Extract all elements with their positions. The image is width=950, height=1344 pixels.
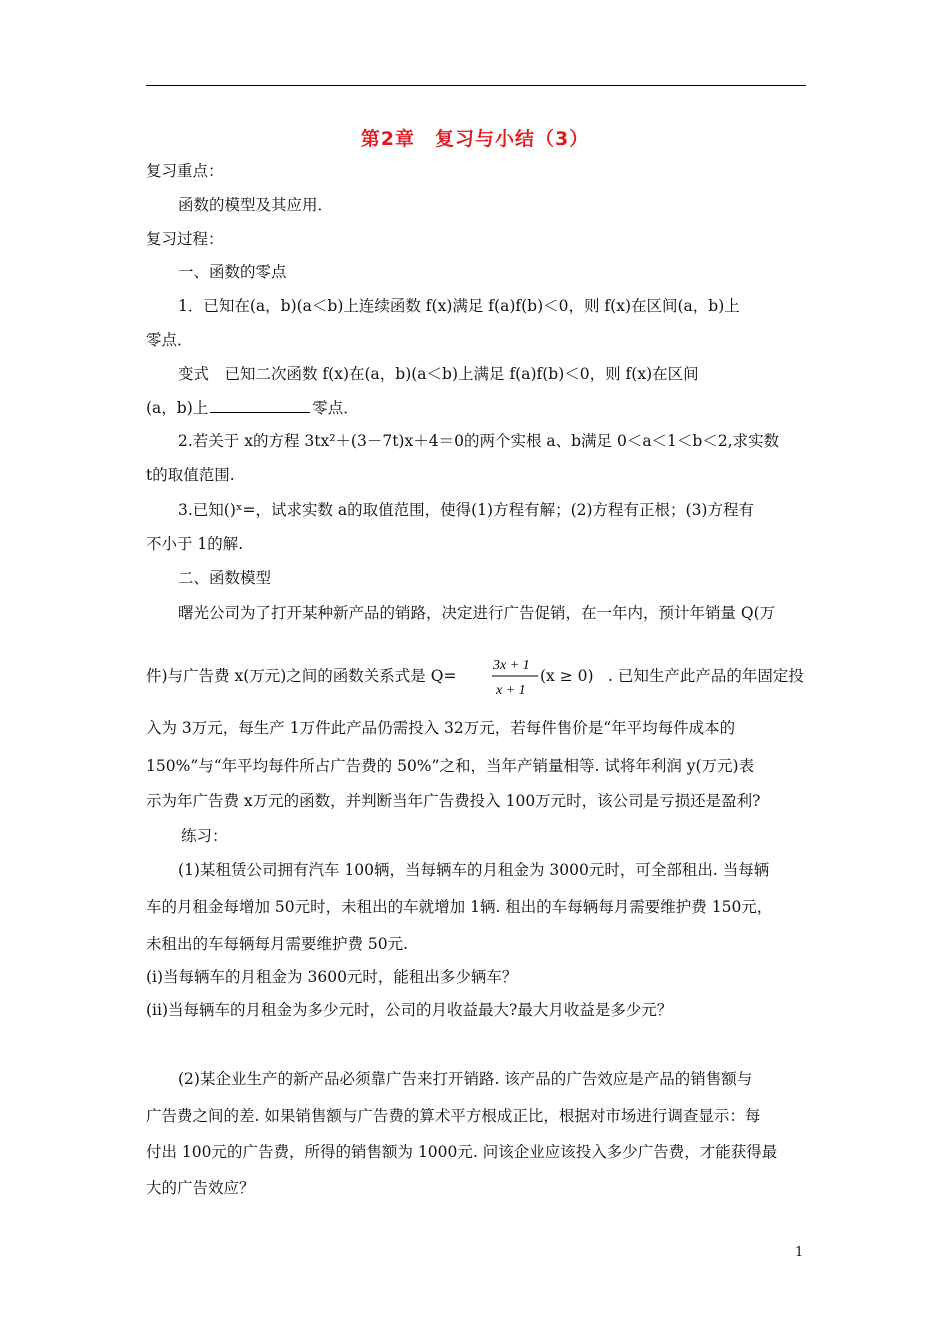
exercise1-line2: 车的月租金每增加 50元时，未租出的车就增加 1辆. 租出的车每辆每月需要维护费 150元，: [146, 898, 773, 916]
q1-line1: 1．已知在(a，b)(a＜b)上连续函数 f(x)满足 f(a)f(b)＜0，则 f(x)在区间(a，b)上: [178, 297, 740, 315]
formula-denominator: x + 1: [496, 683, 526, 698]
exercise-heading: 练习：: [181, 827, 228, 845]
formula-numerator: 3x + 1: [493, 658, 530, 673]
q3-line2: 不小于 1的解.: [146, 535, 244, 553]
s2-paragraph-line1: 曙光公司为了打开某种新产品的销路，决定进行广告促销，在一年内，预计年销量 Q(万: [178, 604, 776, 622]
variant-line2-suffix: 零点．: [312, 399, 359, 417]
q2-line1: 2.若关于 x的方程 3tx²＋(3－7t)x＋4＝0的两个实根 a、b满足 0＜a＜1＜b＜2,求实数: [178, 432, 780, 450]
variant-line1: 变式 已知二次函数 f(x)在(a，b)(a＜b)上满足 f(a)f(b)＜0，则 f(x)在区间: [178, 365, 699, 383]
header-rule: [146, 85, 806, 86]
exercise2-line4: 大的广告效应？: [146, 1179, 255, 1197]
exercise2-line3: 付出 100元的广告费，所得的销售额为 1000元. 问该企业应该投入多少广告费，才能获得最: [146, 1143, 778, 1161]
s2-paragraph-line5: 示为年广告费 x万元的函数，并判断当年广告费投入 100万元时，该公司是亏损还是盈利?: [146, 792, 761, 810]
answer-blank[interactable]: [210, 397, 310, 413]
exercise2-line1: (2)某企业生产的新产品必须靠广告来打开销路. 该产品的广告效应是产品的销售额与: [178, 1070, 753, 1088]
exercise1-part-i: (i)当每辆车的月租金为 3600元时，能租出多少辆车？: [146, 968, 518, 986]
s2-paragraph-line2-suffix: . 已知生产此产品的年固定投: [608, 667, 804, 685]
variant-line2-prefix: (a，b)上: [146, 399, 209, 417]
exercise2-line2: 广告费之间的差. 如果销售额与广告费的算术平方根成正比，根据对市场进行调查显示：每: [146, 1107, 761, 1125]
exercise1-part-ii: (ii)当每辆车的月租金为多少元时，公司的月收益最大?最大月收益是多少元？: [146, 1001, 673, 1019]
review-process-heading: 复习过程：: [146, 230, 224, 248]
section2-heading: 二、函数模型: [178, 569, 272, 587]
review-focus-content: 函数的模型及其应用．: [178, 196, 334, 214]
section1-heading: 一、函数的零点: [178, 263, 287, 281]
page-number: 1: [795, 1245, 804, 1260]
s2-paragraph-line4: 150%”与“年平均每件所占广告费的 50%”之和，当年产销量相等. 试将年利润 y(万元)表: [146, 757, 755, 775]
page-title: 第2章 复习与小结（3）: [360, 128, 590, 150]
s2-paragraph-line2-prefix: 件)与广告费 x(万元)之间的函数关系式是 Q=: [146, 667, 457, 685]
q2-line2: t的取值范围.: [146, 466, 235, 484]
exercise1-line1: (1)某租赁公司拥有汽车 100辆，当每辆车的月租金为 3000元时，可全部租出. 当每辆: [178, 861, 770, 879]
review-focus-heading: 复习重点：: [146, 162, 224, 180]
s2-paragraph-line3: 入为 3万元，每生产 1万件此产品仍需投入 32万元，若每件售价是“年平均每件成本的: [146, 719, 736, 737]
variant-line2: [146, 397, 359, 419]
q1-line2: 零点．: [146, 331, 193, 349]
formula-condition: (x ≥ 0): [540, 667, 594, 685]
exercise1-line3: 未租出的车每辆每月需要维护费 50元.: [146, 935, 409, 953]
q3-line1: 3.已知()ˣ=，试求实数 a的取值范围，使得(1)方程有解；(2)方程有正根；(3)方程有: [178, 501, 754, 519]
